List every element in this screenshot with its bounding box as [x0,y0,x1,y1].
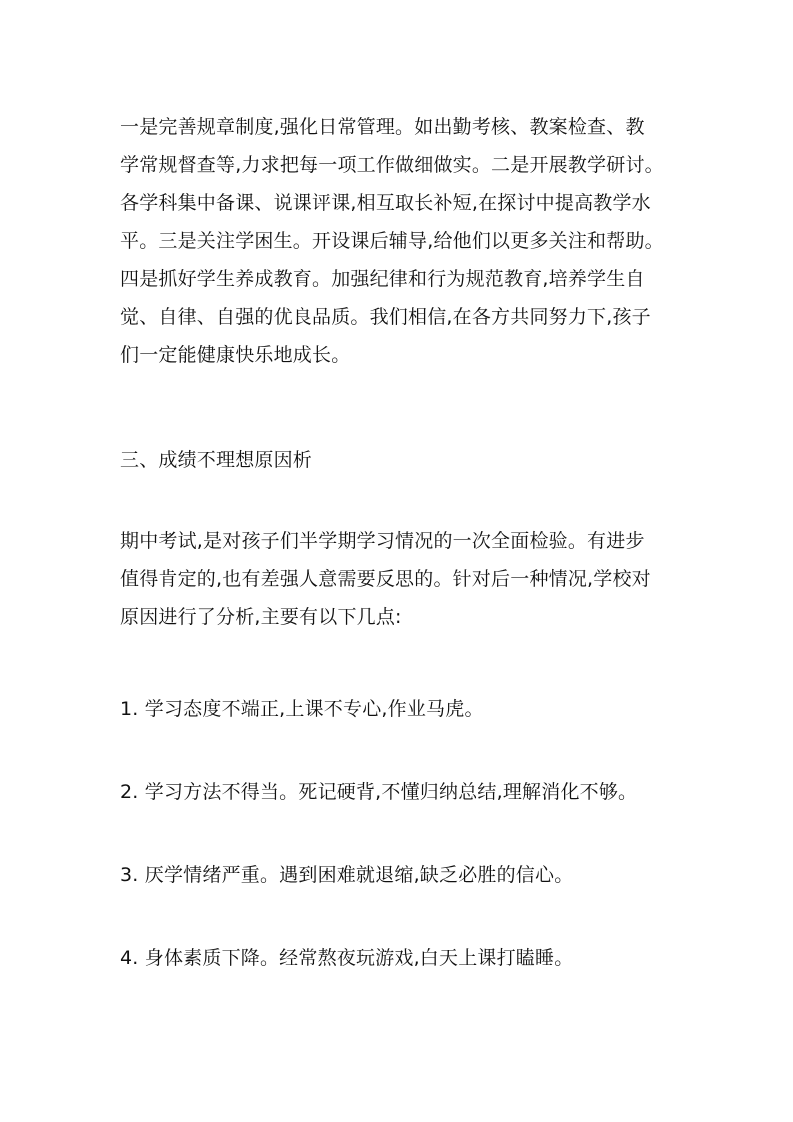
list-item: 3. 厌学情绪严重。遇到困难就退缩,缺乏必胜的信心。 [120,864,574,886]
body-paragraph-measures: 一是完善规章制度,强化日常管理。如出勤考核、教案检查、教 学常规督查等,力求把每一项工作做细做实。二是开展教学研讨。 各学科集中备课、说课评课,相互取长补短,在探讨中提高教学水 平。三是关注学困生。开设课后辅导,给他们以更多关注和帮助。 四是抓好学生养成教育。加强纪律和行为规范教育,培养学生自 觉、自律、自强的优良品质。我们相信,在各方共同努力下,孩子 们一定能健康快乐地成长。 [120,116,664,366]
list-item: 4. 身体素质下降。经常熬夜玩游戏,白天上课打瞌睡。 [120,947,574,969]
list-item: 2. 学习方法不得当。死记硬背,不懂归纳总结,理解消化不够。 [120,781,638,803]
list-item: 1. 学习态度不端正,上课不专心,作业马虎。 [120,698,484,720]
body-paragraph-midterm: 期中考试,是对孩子们半学期学习情况的一次全面检验。有进步 值得肯定的,也有差强人意需要反思的。针对后一种情况,学校对 原因进行了分析,主要有以下几点: [120,530,651,628]
section-heading: 三、成绩不理想原因析 [120,449,313,471]
